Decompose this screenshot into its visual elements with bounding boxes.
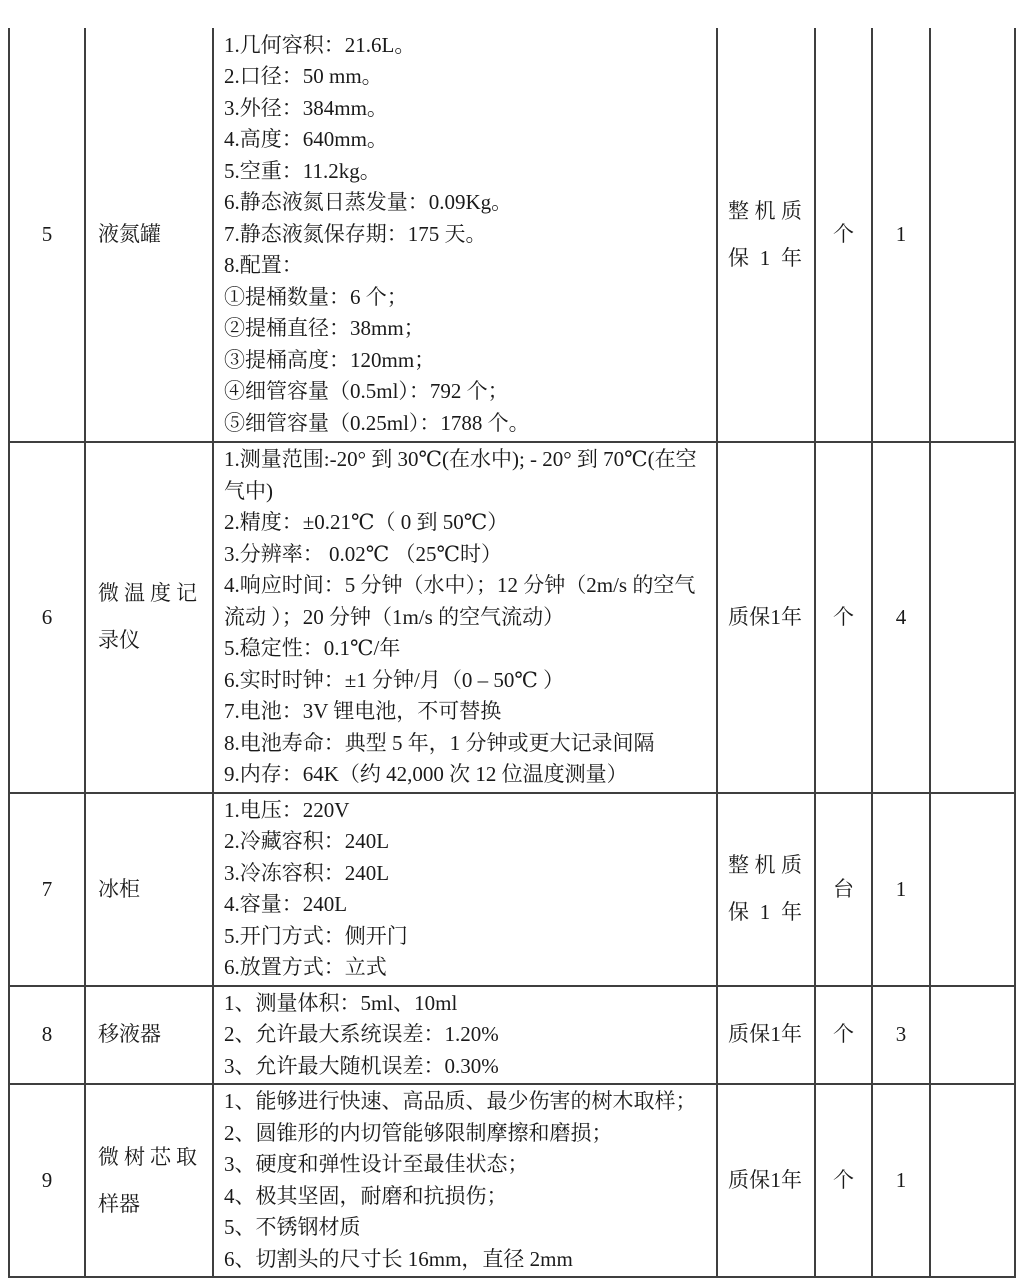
spec-list — [224, 30, 708, 440]
row-number-cell — [9, 28, 85, 442]
quantity: 1 — [895, 1168, 907, 1192]
item-name-cell — [85, 793, 213, 986]
warranty-cell — [717, 28, 815, 442]
spec-line: 7.静态液氮保存期：175 天。 — [224, 221, 487, 246]
spec-line: 4.响应时间：5 分钟（水中）；12 分钟（2m/s 的空气流动 ）；20 分钟（1m/s 的空气流动） — [224, 573, 696, 629]
warranty-cell — [717, 1084, 815, 1277]
spec-list — [224, 988, 708, 1083]
row-number: 9 — [41, 1168, 53, 1192]
spec-line: 2.冷藏容积：240L — [224, 829, 390, 853]
spec-line: 3.分辨率： 0.02℃ （25℃时） — [224, 541, 502, 566]
row-number-cell — [9, 986, 85, 1085]
table-row — [9, 1084, 1015, 1277]
spec-line: ①提桶数量：6 个； — [224, 284, 408, 309]
spec-line: 1.几何容积：21.6L。 — [224, 32, 416, 57]
table-row — [9, 793, 1015, 986]
table-row — [9, 28, 1015, 442]
spec-line: 4.高度：640mm。 — [224, 127, 388, 152]
item-name: 移液器 — [98, 1022, 161, 1047]
spec-line: ③提桶高度：120mm； — [224, 347, 436, 372]
quantity-cell — [872, 793, 930, 986]
quantity: 1 — [895, 876, 907, 901]
equipment-spec-table — [8, 28, 1016, 1278]
quantity-cell — [872, 1084, 930, 1277]
empty-cell — [930, 28, 1015, 442]
table-body — [9, 28, 1015, 1277]
spec-cell — [213, 793, 717, 986]
spec-line: 6.实时时钟：±1 分钟/月（0 – 50℃ ） — [224, 667, 565, 692]
unit: 个 — [833, 1168, 854, 1192]
item-name: 微温度记录仪 — [98, 581, 197, 653]
quantity: 1 — [895, 222, 907, 246]
warranty: 质保1年 — [728, 1022, 802, 1047]
unit-cell — [815, 793, 872, 986]
row-number: 6 — [41, 604, 53, 629]
warranty-cell — [717, 442, 815, 793]
empty-cell — [930, 1084, 1015, 1277]
quantity-cell — [872, 986, 930, 1085]
row-number-cell — [9, 793, 85, 986]
spec-line: 7.电池：3V 锂电池，不可替换 — [224, 699, 502, 723]
spec-line: 2.口径：50 mm。 — [224, 64, 383, 89]
spec-line: 1.电压：220V — [224, 797, 350, 822]
spec-line: 1、能够进行快速、高品质、最少伤害的树木取样； — [224, 1089, 697, 1113]
unit-cell — [815, 28, 872, 442]
empty-cell — [930, 793, 1015, 986]
spec-line: 5.空重：11.2kg。 — [224, 158, 381, 183]
empty-cell — [930, 442, 1015, 793]
spec-line: 3、允许最大随机误差：0.30% — [224, 1053, 499, 1078]
spec-line: 2、圆锥形的内切管能够限制摩擦和磨损； — [224, 1120, 613, 1145]
spec-line: 5.稳定性：0.1℃/年 — [224, 636, 401, 660]
spec-cell — [213, 442, 717, 793]
spec-cell — [213, 986, 717, 1085]
spec-line: ④细管容量（0.5ml）：792 个； — [224, 379, 509, 404]
row-number: 8 — [41, 1022, 53, 1047]
spec-cell — [213, 1084, 717, 1277]
quantity: 3 — [895, 1022, 907, 1047]
unit-cell — [815, 442, 872, 793]
spec-line: 6、切割头的尺寸长 16mm，直径 2mm — [224, 1246, 573, 1271]
spec-line: 2、允许最大系统误差：1.20% — [224, 1022, 499, 1046]
item-name-cell — [85, 1084, 213, 1277]
spec-line: 8.电池寿命：典型 5 年，1 分钟或更大记录间隔 — [224, 730, 655, 755]
spec-cell — [213, 28, 717, 442]
item-name: 微树芯取样器 — [98, 1144, 197, 1216]
spec-list — [224, 795, 708, 984]
table-row — [9, 442, 1015, 793]
spec-line: 2.精度：±0.21℃（ 0 到 50℃） — [224, 510, 509, 534]
unit: 个 — [833, 604, 854, 629]
spec-line: ②提桶直径：38mm； — [224, 316, 425, 341]
spec-line: 6.静态液氮日蒸发量：0.09Kg。 — [224, 190, 513, 215]
table-row — [9, 986, 1015, 1085]
unit-cell — [815, 986, 872, 1085]
quantity-cell — [872, 442, 930, 793]
spec-line: 6.放置方式：立式 — [224, 955, 387, 979]
item-name-cell — [85, 442, 213, 793]
item-name: 液氮罐 — [98, 222, 161, 246]
spec-line: ⑤细管容量（0.25ml）：1788 个。 — [224, 410, 530, 435]
spec-line: 5、不锈钢材质 — [224, 1215, 361, 1239]
unit-cell — [815, 1084, 872, 1277]
row-number-cell — [9, 442, 85, 793]
item-name-cell — [85, 986, 213, 1085]
spec-line: 3、硬度和弹性设计至最佳状态； — [224, 1152, 529, 1176]
spec-list — [224, 444, 708, 791]
unit: 台 — [833, 876, 854, 901]
warranty: 质保1年 — [728, 604, 802, 629]
document-page — [8, 28, 1016, 1278]
spec-line: 9.内存：64K（约 42,000 次 12 位温度测量） — [224, 762, 628, 786]
row-number: 5 — [41, 222, 53, 246]
row-number: 7 — [41, 876, 53, 901]
spec-line: 5.开门方式：侧开门 — [224, 923, 408, 948]
spec-line: 3.外径：384mm。 — [224, 95, 388, 120]
empty-cell — [930, 986, 1015, 1085]
unit: 个 — [833, 222, 854, 246]
spec-list — [224, 1086, 708, 1275]
spec-line: 8.配置： — [224, 253, 303, 278]
spec-line: 4.容量：240L — [224, 892, 348, 916]
warranty: 整机质保1年 — [728, 198, 802, 270]
spec-line: 1、测量体积：5ml、10ml — [224, 990, 458, 1015]
quantity-cell — [872, 28, 930, 442]
quantity: 4 — [895, 604, 907, 629]
warranty-cell — [717, 793, 815, 986]
spec-line: 1.测量范围:-20° 到 30℃(在水中); - 20° 到 70℃(在空气中) — [224, 447, 697, 503]
warranty-cell — [717, 986, 815, 1085]
warranty: 整机质保1年 — [728, 853, 802, 924]
item-name: 冰柜 — [98, 876, 140, 901]
item-name-cell — [85, 28, 213, 442]
unit: 个 — [833, 1022, 854, 1047]
warranty: 质保1年 — [728, 1168, 802, 1192]
spec-line: 4、极其坚固，耐磨和抗损伤； — [224, 1183, 508, 1208]
row-number-cell — [9, 1084, 85, 1277]
spec-line: 3.冷冻容积：240L — [224, 860, 390, 885]
